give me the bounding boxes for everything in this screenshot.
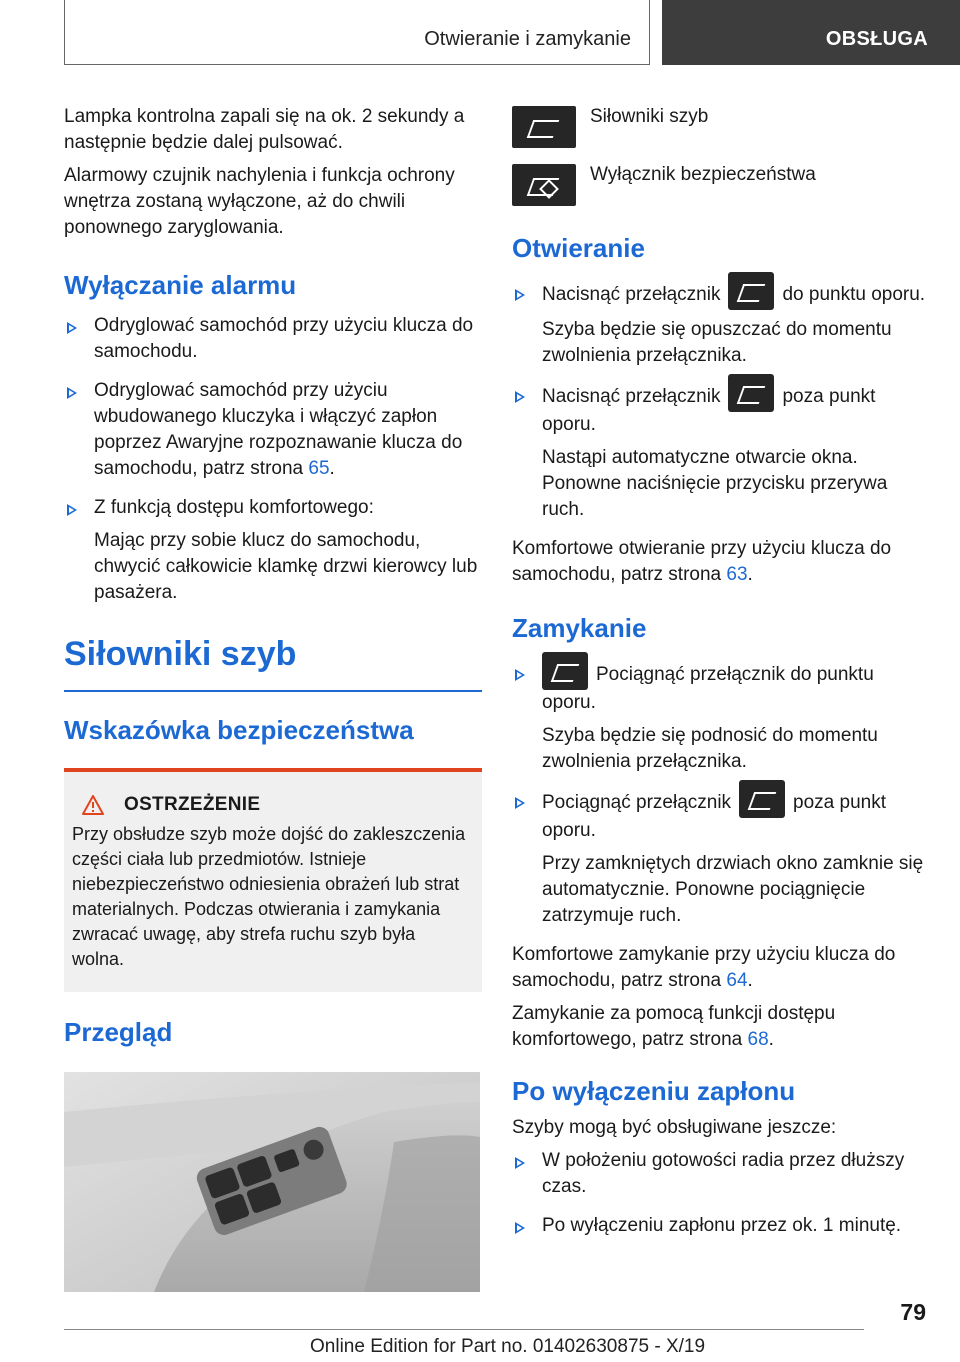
heading-rule — [64, 690, 482, 692]
text-before-icon: Nacisnąć przełącznik — [542, 284, 721, 306]
window-switch-icon — [542, 652, 588, 690]
window-switch-icon — [739, 780, 785, 818]
bullet-triangle-icon — [515, 289, 525, 301]
header-box — [64, 0, 650, 65]
window-switch-icon — [728, 374, 774, 412]
list-item — [512, 660, 930, 775]
list-item-text: Odryglować samochód przy użyciu klucza do samochodu. — [94, 315, 474, 362]
after-ignition-intro: Szyby mogą być obsługiwane jeszcze: — [512, 1117, 837, 1138]
list-item-subtext: Nastąpi automatyczne otwarcie okna. Ponowne naciśnięcie przycisku przerywa ruch. — [542, 447, 888, 520]
footer-edition: Online Edition for Part no. 01402630875 - X/19 — [310, 1336, 706, 1357]
page-number: 79 — [900, 1299, 926, 1325]
list-item — [512, 280, 930, 369]
window-switch-icon — [728, 272, 774, 310]
bullet-triangle-icon — [67, 504, 77, 516]
text-after-icon: poza punkt oporu. — [542, 386, 876, 435]
list-item — [64, 313, 482, 365]
warning-text: Przy obsłudze szyb może dojść do zakleszczenia części ciała lub przedmiotów. Istnieje niebezpieczeństwo odniesienia obrażeń lub strat materialnych. Podczas otwierania i zamykania zwracać uwagę, aby strefa ruchu szyb była wolna. — [72, 823, 466, 969]
main-heading: Siłowniki szyb — [64, 635, 297, 673]
list-item-text — [94, 378, 482, 482]
after-ignition-heading: Po wyłączeniu zapłonu — [512, 1076, 796, 1106]
door-panel-illustration — [64, 1072, 480, 1292]
comfort-open-label: Komfortowe otwieranie przy użyciu klucza do samochodu, patrz strona — [512, 538, 892, 585]
safety-switch-icon — [512, 164, 576, 206]
list-item-text: W położeniu gotowości radia przez dłuższy czas. — [542, 1150, 905, 1197]
list-item-subtext: Mając przy sobie klucz do samochodu, chwycić całkowicie klamkę drzwi kierowcy lub pasażera. — [94, 530, 478, 603]
page-link-64[interactable]: 64 — [726, 970, 748, 991]
overview-heading: Przegląd — [64, 1016, 173, 1047]
list-item-text — [542, 660, 930, 716]
open-heading: Otwieranie — [512, 233, 645, 263]
comfort-access-text: Zamykanie za pomocą funkcji dostępu komfortowego, patrz strona 68. — [512, 1003, 836, 1050]
comfort-close-text: Komfortowe zamykanie przy użyciu klucza do samochodu, patrz strona 64. — [512, 944, 896, 991]
bullet-triangle-icon — [515, 669, 525, 681]
bullet-triangle-icon — [67, 322, 77, 334]
section-title: Otwieranie i zamykanie — [424, 28, 631, 50]
list-item-text — [542, 788, 930, 844]
window-switch-photo — [64, 1072, 480, 1292]
bullet-triangle-icon — [67, 387, 77, 399]
chapter-tab-label: OBSŁUGA — [825, 28, 928, 50]
footer-rule — [64, 1329, 864, 1330]
bullet-triangle-icon — [515, 1157, 525, 1169]
list-item-text: Z funkcją dostępu komfortowego: — [94, 497, 374, 518]
text-after-icon: Pociągnąć przełącznik do punktu oporu. — [542, 664, 874, 713]
comfort-close-label: Komfortowe zamykanie przy użyciu klucza do samochodu, patrz strona — [512, 944, 896, 991]
text-after-icon: poza punkt oporu. — [542, 792, 887, 841]
symbol-label: Siłowniki szyb — [590, 106, 709, 127]
list-item — [512, 788, 930, 929]
list-item-text-end: . — [329, 458, 335, 479]
bullet-triangle-icon — [515, 1222, 525, 1234]
list-item — [64, 495, 482, 606]
left-column — [64, 104, 482, 1292]
alarm-heading: Wyłączanie alarmu — [64, 270, 297, 300]
symbol-label: Wyłącznik bezpieczeństwa — [590, 164, 816, 185]
symbol-row — [512, 104, 930, 148]
list-item-text — [542, 382, 930, 438]
warning-triangle-icon — [82, 795, 104, 815]
chapter-tab[interactable] — [662, 0, 960, 65]
warning-header — [82, 794, 470, 816]
bullet-triangle-icon — [515, 797, 525, 809]
text-after-icon: do punktu oporu. — [782, 284, 926, 306]
safety-heading: Wskazówka bezpieczeństwa — [64, 714, 414, 745]
page-link-68[interactable]: 68 — [747, 1029, 769, 1050]
text-before-icon: Nacisnąć przełącznik — [542, 386, 721, 408]
list-item — [512, 382, 930, 523]
page-link-65[interactable]: 65 — [308, 458, 330, 479]
warning-box — [64, 768, 482, 992]
warning-title: OSTRZEŻENIE — [124, 793, 261, 815]
list-item — [512, 1213, 930, 1239]
comfort-open-text: Komfortowe otwieranie przy użyciu klucza do samochodu, patrz strona 63. — [512, 538, 892, 585]
list-item-subtext: Szyba będzie się podnosić do momentu zwolnienia przełącznika. — [542, 725, 878, 772]
right-column — [512, 104, 930, 1252]
list-item — [512, 1148, 930, 1200]
intro-paragraph-1: Lampka kontrolna zapali się na ok. 2 sekundy a następnie będzie dalej pulsować. — [64, 106, 465, 153]
list-item — [64, 378, 482, 482]
comfort-access-label: Zamykanie za pomocą funkcji dostępu komfortowego, patrz strona — [512, 1003, 836, 1050]
symbol-row — [512, 162, 930, 206]
list-item-text: Po wyłączeniu zapłonu przez ok. 1 minutę. — [542, 1215, 902, 1236]
intro-paragraph-2: Alarmowy czujnik nachylenia i funkcja ochrony wnętrza zostaną wyłączone, aż do chwili ponownego zaryglowania. — [64, 165, 455, 238]
bullet-triangle-icon — [515, 391, 525, 403]
text-before-icon: Pociągnąć przełącznik — [542, 792, 732, 814]
list-item-text — [542, 280, 930, 310]
list-item-text-main: Odryglować samochód przy użyciu wbudowanego kluczyka i włączyć zapłon poprzez Awaryjne rozpoznawanie klucza do samochodu, patrz strona — [94, 380, 463, 479]
window-switch-icon — [512, 106, 576, 148]
list-item-subtext: Szyba będzie się opuszczać do momentu zwolnienia przełącznika. — [542, 319, 892, 366]
list-item-subtext: Przy zamkniętych drzwiach okno zamknie się automatycznie. Ponowne pociągnięcie zatrzymuje ruch. — [542, 853, 924, 926]
close-heading: Zamykanie — [512, 613, 647, 643]
page-link-63[interactable]: 63 — [726, 564, 748, 585]
